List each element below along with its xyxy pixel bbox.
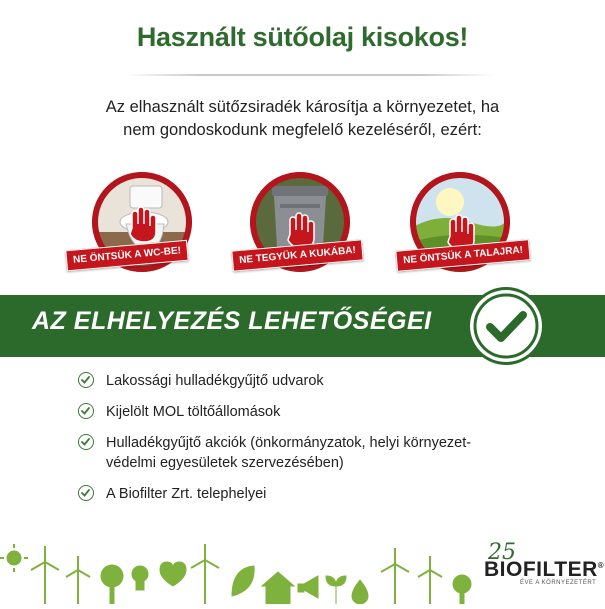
option-text: Kijelölt MOL töltőállomások — [106, 404, 281, 420]
option-text: Lakossági hulladékgyűjtő udvarok — [106, 373, 324, 389]
warning-toilet — [74, 172, 214, 292]
list-item — [78, 402, 548, 422]
intro-line-1: Az elhasznált sütőzsiradék károsítja a környezetet, ha — [105, 98, 500, 116]
list-item — [78, 484, 548, 504]
eco-icons-strip — [0, 540, 480, 604]
warning-field-label: NE ÖNTSÜK A TALAJRA! — [395, 239, 531, 272]
logo-registered-mark: ® — [597, 561, 605, 570]
house-icon — [262, 572, 294, 604]
biofilter-logo — [480, 540, 605, 600]
check-bullet-icon — [78, 485, 94, 501]
option-text: védelmi egyesületek szervezésében) — [106, 455, 344, 471]
options-list — [78, 371, 548, 515]
warning-trash — [232, 172, 372, 292]
wind-turbine-icon — [418, 556, 442, 604]
logo-tagline: ÉVE A KÖRNYEZETÉRT — [520, 580, 597, 586]
check-bullet-icon — [78, 372, 94, 388]
option-text: A Biofilter Zrt. telephelyei — [106, 486, 267, 502]
tree-icon — [453, 575, 471, 604]
heart-icon — [160, 562, 186, 586]
wind-turbine-icon — [381, 548, 409, 604]
logo-brand — [484, 558, 604, 582]
intro-text — [0, 96, 605, 142]
option-text: Hulladékgyűjtő akciók (önkormányzatok, helyi környezet- — [106, 435, 472, 451]
list-item — [78, 371, 548, 391]
leaf-icon — [232, 566, 254, 596]
sun-icon — [0, 544, 28, 572]
intro-line-2: nem gondoskodunk megfelelő kezeléséről, ezért: — [123, 121, 482, 139]
page-title: Használt sütőolaj kisokos! — [136, 22, 469, 52]
title-divider — [125, 74, 495, 76]
tree-icon — [101, 565, 123, 604]
check-bullet-icon — [78, 434, 94, 450]
list-item — [78, 433, 548, 473]
wind-turbine-icon — [66, 556, 90, 604]
warning-toilet-label: NE ÖNTSÜK A WC-BE! — [65, 240, 189, 272]
checkmark-icon — [470, 290, 542, 362]
megaphone-icon — [298, 576, 318, 598]
logo-brand-text: BIOFILTER — [484, 558, 598, 581]
light-bulb-icon — [132, 566, 148, 590]
wind-turbine-icon — [191, 544, 219, 604]
plant-icon — [326, 576, 346, 604]
options-banner-title: AZ ELHELYEZÉS LEHETŐSÉGEI — [32, 307, 432, 335]
water-drop-icon — [352, 580, 368, 604]
wind-turbine-icon — [31, 546, 59, 604]
check-bullet-icon — [78, 403, 94, 419]
warning-field — [392, 172, 532, 292]
warning-trash-label: NE TEGYÜK A KUKÁBA! — [231, 239, 363, 271]
logo-number: 25 — [488, 540, 516, 565]
